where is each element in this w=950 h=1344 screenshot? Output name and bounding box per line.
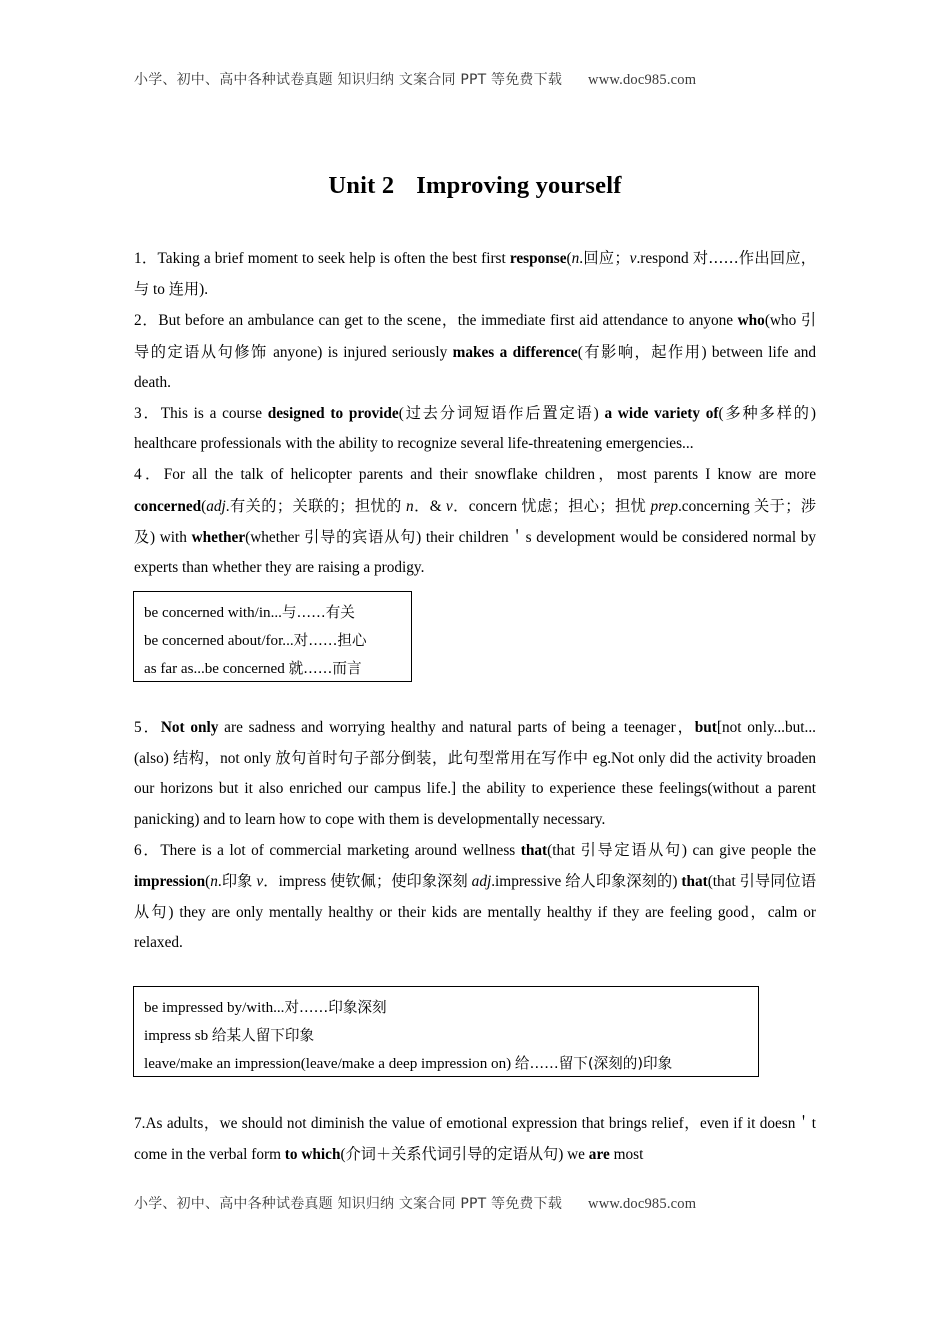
- item-3-text: This is a course designed to provide(过去分词短语作后置定语) a wide variety of(多种多样的) healthcare professionals with the ability to recognize several life-threatening emergencies...: [134, 404, 816, 453]
- running-header-chinese: 小学、初中、高中各种试卷真题 知识归纳 文案合同 PPT 等免费下载: [134, 72, 563, 88]
- collocation-zh: 对……印象深刻: [284, 999, 387, 1016]
- item-7-text: As adults，we should not diminish the value of emotional expression that brings relief，even if it doesn＇t come in the verbal form to which(介词＋关系代词引导的定语从句) we are most: [134, 1114, 816, 1164]
- item-2-number: 2．: [134, 312, 159, 330]
- note-item-3: [134, 398, 816, 459]
- item-5-text: Not only are sadness and worrying healthy and natural parts of being a teenager，but[not only...but...(also) 结构，not only 放句首时句子部分倒装，此句型常用在写作中 eg.Not only did the activity broaden our horizons but it also enriched our campus life.] the ability to experience these feelings(without a parent panicking) and to learn how to cope with them is developmentally necessary.: [134, 718, 817, 828]
- collocation-en: be impressed by/with...: [144, 1000, 285, 1016]
- collocation-en: leave/make an impression(leave/make a deep impression on): [144, 1056, 515, 1072]
- item-1-number: 1．: [134, 250, 158, 267]
- main-content-continued-1: [134, 712, 816, 959]
- collocation-line: [144, 599, 401, 627]
- collocation-zh: 对……担心: [293, 632, 367, 649]
- title-unit: Unit 2: [328, 172, 395, 199]
- note-item-2: [134, 305, 816, 398]
- item-4-number: 4．: [134, 466, 164, 484]
- collocation-zh: 就……而言: [288, 660, 362, 677]
- collocation-line: [144, 627, 401, 655]
- note-item-6: [134, 835, 816, 959]
- item-7-number: 7.: [134, 1115, 146, 1132]
- note-item-7: [134, 1108, 816, 1170]
- collocation-zh: 给某人留下印象: [211, 1027, 315, 1044]
- item-4-text: For all the talk of helicopter parents and their snowflake children，most parents I know are more concerned(adj.有关的；关联的；担忧的 n．& v．concern 忧虑；担心；担忧 prep.concerning 关于；涉及) with whether(whether 引导的宾语从句) their children＇s development would be considered normal by experts than whether they are raising a prodigy.: [134, 465, 817, 577]
- item-6-text: There is a lot of commercial marketing around wellness that(that 引导定语从句) can give people the impression(n.印象 v．impress 使钦佩；使印象深刻 adj.impressive 给人印象深刻的) that(that 引导同位语从句) they are only mentally healthy or their kids are mentally healthy if they are feeling good，calm or relaxed.: [134, 840, 817, 952]
- collocation-en: as far as...be concerned: [144, 661, 289, 677]
- note-item-5: [134, 712, 816, 835]
- collocation-box-impression: [133, 986, 759, 1077]
- title-name: Improving yourself: [416, 172, 622, 199]
- item-5-number: 5．: [134, 719, 161, 736]
- note-item-4: [134, 459, 816, 583]
- collocation-zh: 给……留下(深刻的)印象: [514, 1055, 673, 1072]
- main-content: [134, 243, 816, 583]
- collocation-en: be concerned with/in...: [144, 605, 282, 621]
- collocation-line: [144, 655, 401, 683]
- running-footer-chinese: 小学、初中、高中各种试卷真题 知识归纳 文案合同 PPT 等免费下载: [134, 1196, 563, 1212]
- collocation-line: [144, 1050, 748, 1078]
- item-3-number: 3．: [134, 405, 161, 423]
- page-title: [0, 172, 950, 200]
- item-6-number: 6．: [134, 841, 161, 859]
- main-content-continued-2: [134, 1108, 816, 1170]
- collocation-zh: 与……有关: [281, 604, 355, 621]
- running-header-url: www.doc985.com: [588, 72, 697, 88]
- item-2-text: But before an ambulance can get to the scene，the immediate first aid attendance to anyone who(who 引导的定语从句修饰 anyone) is injured seriously makes a difference(有影响，起作用) between life and death.: [134, 311, 817, 391]
- running-footer: [134, 1193, 816, 1213]
- collocation-en: be concerned about/for...: [144, 633, 294, 649]
- collocation-box-concerned: [133, 591, 412, 682]
- running-header: [134, 69, 816, 89]
- item-1-text: Taking a brief moment to seek help is often the best first response(n.回应；v.respond 对……作出回应，与 to 连用).: [134, 249, 816, 299]
- note-item-1: [134, 243, 816, 305]
- collocation-line: [144, 994, 748, 1022]
- running-footer-url: www.doc985.com: [588, 1196, 697, 1212]
- collocation-line: [144, 1022, 748, 1050]
- collocation-en: impress sb: [144, 1028, 212, 1044]
